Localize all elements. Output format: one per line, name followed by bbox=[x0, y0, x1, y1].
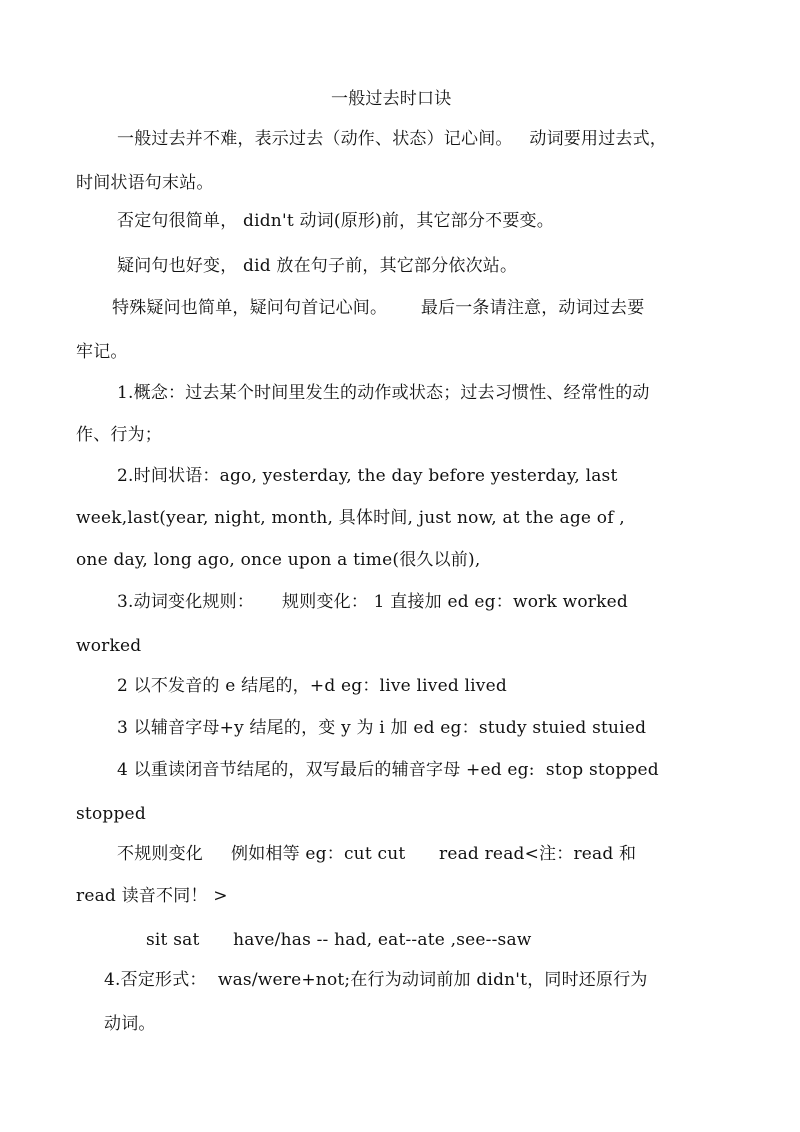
text-line: 1.概念：过去某个时间里发生的动作或状态；过去习惯性、经常性的动 bbox=[117, 383, 650, 403]
text-line: 动词。 bbox=[104, 1014, 156, 1034]
text-line: week,last(year, night, month, 具体时间, just now, at the age of , bbox=[76, 508, 625, 528]
text-line: one day, long ago, once upon a time(很久以前), bbox=[76, 550, 481, 570]
text-line: worked bbox=[76, 636, 142, 656]
text-line: sit sat have/has -- had, eat--ate ,see--saw bbox=[146, 930, 532, 950]
text-line: 作、行为； bbox=[76, 425, 162, 445]
text-line: 特殊疑问也简单，疑问句首记心间。 最后一条请注意，动词过去要 bbox=[112, 298, 645, 318]
text-line: 4.否定形式： was/were+not;在行为动词前加 didn't，同时还原行为 bbox=[104, 970, 648, 990]
text-line: stopped bbox=[76, 804, 146, 824]
text-line: 时间状语句末站。 bbox=[76, 173, 214, 193]
text-line: 不规则变化 例如相等 eg：cut cut read read<注：read 和 bbox=[117, 844, 637, 864]
text-line: 疑问句也好变， did 放在句子前，其它部分依次站。 bbox=[117, 256, 518, 276]
text-line: 3.动词变化规则： 规则变化： 1 直接加 ed eg：work worked bbox=[117, 592, 628, 612]
text-line: 一般过去并不难，表示过去（动作、状态）记心间。 动词要用过去式， bbox=[117, 129, 668, 149]
text-line: 3 以辅音字母+y 结尾的，变 y 为 i 加 ed eg：study stuied stuied bbox=[117, 718, 647, 738]
document-title: 一般过去时口诀 bbox=[331, 89, 452, 109]
text-line: read 读音不同！ > bbox=[76, 886, 228, 906]
text-line: 4 以重读闭音节结尾的，双写最后的辅音字母 +ed eg: stop stopped bbox=[117, 760, 659, 780]
text-line: 2.时间状语：ago, yesterday, the day before yesterday, last bbox=[117, 466, 618, 486]
text-line: 否定句很简单， didn't 动词(原形)前，其它部分不要变。 bbox=[117, 211, 554, 231]
text-line: 2 以不发音的 e 结尾的，+d eg：live lived lived bbox=[117, 676, 507, 696]
text-line: 牢记。 bbox=[76, 342, 128, 362]
